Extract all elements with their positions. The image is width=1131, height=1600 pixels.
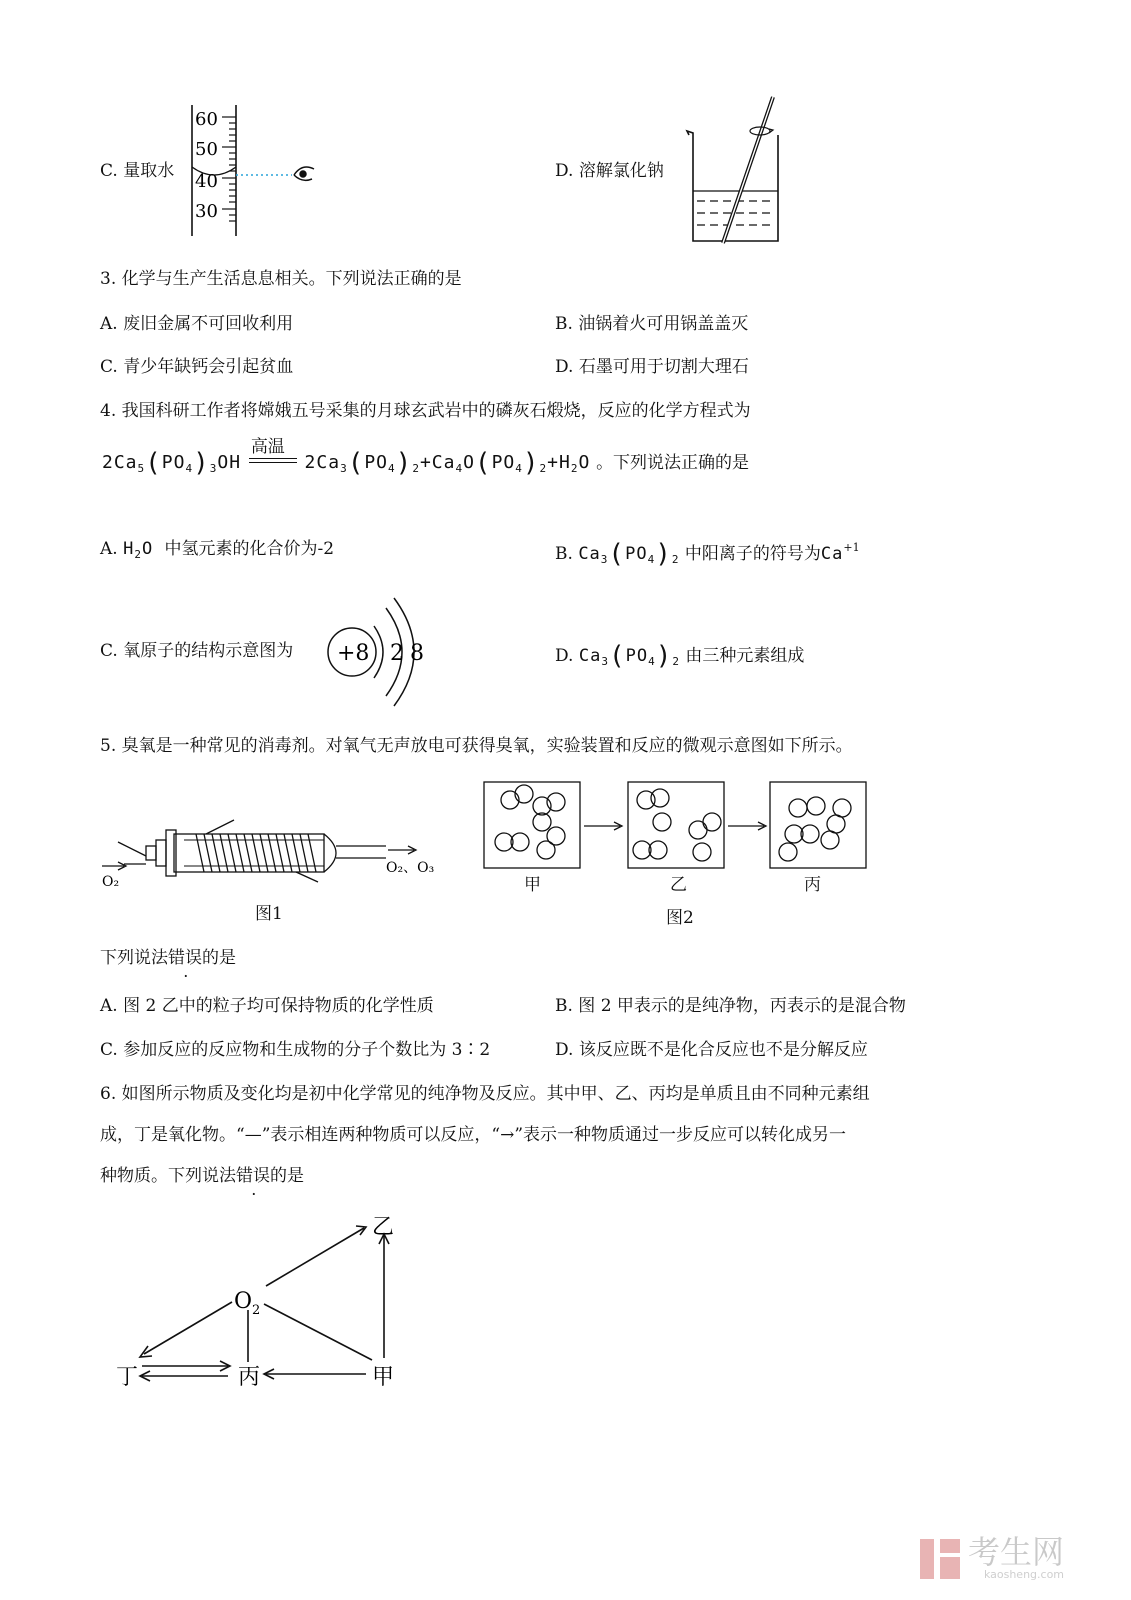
figure-1-caption: 图1 (255, 904, 283, 924)
site-watermark (918, 1533, 1065, 1581)
node-bing: 丙 (238, 1365, 261, 1390)
q5-option-b: B. 图 2 甲表示的是纯净物，丙表示的是混合物 (555, 996, 906, 1016)
atom-shell-2: 8 (410, 641, 424, 666)
node-yi: 乙 (372, 1215, 395, 1240)
tick-40: 40 (195, 171, 218, 192)
q4-option-a-prefix: A. (100, 539, 118, 559)
q5-stem: 5. 臭氧是一种常见的消毒剂。对氧气无声放电可获得臭氧，实验装置和反应的微观示意图如下所示。 (100, 736, 853, 756)
equation-tail: 。下列说法正确的是 (596, 453, 750, 473)
node-ding: 丁 (116, 1365, 139, 1390)
q6-stem-line-1: 6. 如图所示物质及变化均是初中化学常见的纯净物及反应。其中甲、乙、丙均是单质且由不同种元素组 (100, 1084, 870, 1104)
q2-option-c: C. 量取水 (100, 161, 175, 181)
q5-option-d: D. 该反应既不是化合反应也不是分解反应 (555, 1040, 868, 1060)
q4-chemical-equation: $2Ca_5(PO_4)_3OH$ 高温 $2Ca_3(PO_4)_2+Ca_4O(PO_4)_2+H_2O$ 。下列说法正确的是 (102, 448, 749, 478)
q5-lead-emphasis: 错误 (168, 948, 202, 968)
q4-option-d-text: 由三种元素组成 (685, 646, 805, 666)
reaction-condition: 高温 (250, 437, 285, 457)
tick-60: 60 (195, 109, 218, 130)
q3-option-b: B. 油锅着火可用锅盖盖灭 (555, 314, 749, 334)
q4-option-b-prefix: B. (555, 544, 573, 564)
ozone-generator-apparatus (96, 800, 456, 898)
tick-30: 30 (195, 201, 218, 222)
q3-option-c: C. 青少年缺钙会引起贫血 (100, 357, 294, 377)
q4-option-b-ion: Ca (820, 544, 844, 564)
figure-2-caption: 图2 (666, 908, 694, 928)
q6-stem-line-3c: 的是 (270, 1166, 304, 1186)
atom-shell-1: 2 (390, 641, 404, 666)
q3-option-d: D. 石墨可用于切割大理石 (555, 357, 749, 377)
q4-option-d: D. $Ca_3(PO_4)_2$ 由三种元素组成 (555, 641, 805, 671)
q6-stem-line-3 (100, 1168, 304, 1185)
apparatus-outlet-label: O₂、O₃ (386, 860, 435, 876)
q5-option-a: A. 图 2 乙中的粒子均可保持物质的化学性质 (100, 996, 434, 1016)
q4-option-b-charge: +1 (843, 541, 860, 554)
q5-option-c: C. 参加反应的反应物和生成物的分子个数比为 3∶2 (100, 1040, 491, 1060)
q5-lead-a: 下列说法 (100, 948, 168, 968)
q4-option-a-text: 中氢元素的化合价为-2 (164, 539, 335, 559)
q4-option-b-text: 中阳离子的符号为 (684, 544, 821, 564)
beaker-stirring-figure (683, 95, 793, 247)
q3-option-a: A. 废旧金属不可回收利用 (100, 314, 294, 334)
node-jia: 甲 (372, 1365, 395, 1390)
q2-option-d: D. 溶解氯化钠 (555, 161, 664, 181)
q4-stem: 4. 我国科研工作者将嫦娥五号采集的月球玄武岩中的磷灰石煅烧，反应的化学方程式为 (100, 401, 751, 421)
watermark-cn: 考生网 (968, 1533, 1065, 1571)
q4-option-d-prefix: D. (555, 646, 574, 666)
apparatus-inlet-label: O₂ (102, 874, 120, 890)
substance-relation-diagram (110, 1208, 410, 1398)
ozone-microscopic-diagram (480, 778, 870, 874)
logo-icon (918, 1537, 962, 1581)
measuring-cylinder-figure (186, 103, 326, 238)
tick-50: 50 (195, 139, 218, 160)
q5-lead-c: 的是 (202, 948, 236, 968)
box-label-yi: 乙 (670, 875, 687, 895)
q6-stem-emphasis: 错误 (236, 1166, 270, 1186)
q6-stem-line-2: 成，丁是氧化物。“—”表示相连两种物质可以反应，“→”表示一种物质通过一步反应可以转化成另一 (100, 1125, 847, 1145)
q4-option-c: C. 氧原子的结构示意图为 (100, 641, 294, 661)
q4-option-b: B. $Ca_3(PO_4)_2$ 中阳离子的符号为$Ca^{+1}$ (555, 539, 860, 569)
q5-lead (100, 950, 236, 967)
oxygen-atom-structure-diagram (322, 596, 442, 708)
q4-option-a: A. $H_2O$ 中氢元素的化合价为-2 (100, 539, 335, 561)
node-o2: $O_2$ (234, 1289, 261, 1318)
q3-stem: 3. 化学与生产生活息息相关。下列说法正确的是 (100, 269, 462, 289)
q6-stem-line-3a: 种物质。下列说法 (100, 1166, 236, 1186)
box-label-jia: 甲 (524, 875, 541, 895)
watermark-en: kaosheng.com (983, 1568, 1065, 1581)
eye-icon (294, 167, 314, 180)
box-label-bing: 丙 (804, 875, 821, 895)
atom-nucleus: +8 (337, 641, 370, 666)
